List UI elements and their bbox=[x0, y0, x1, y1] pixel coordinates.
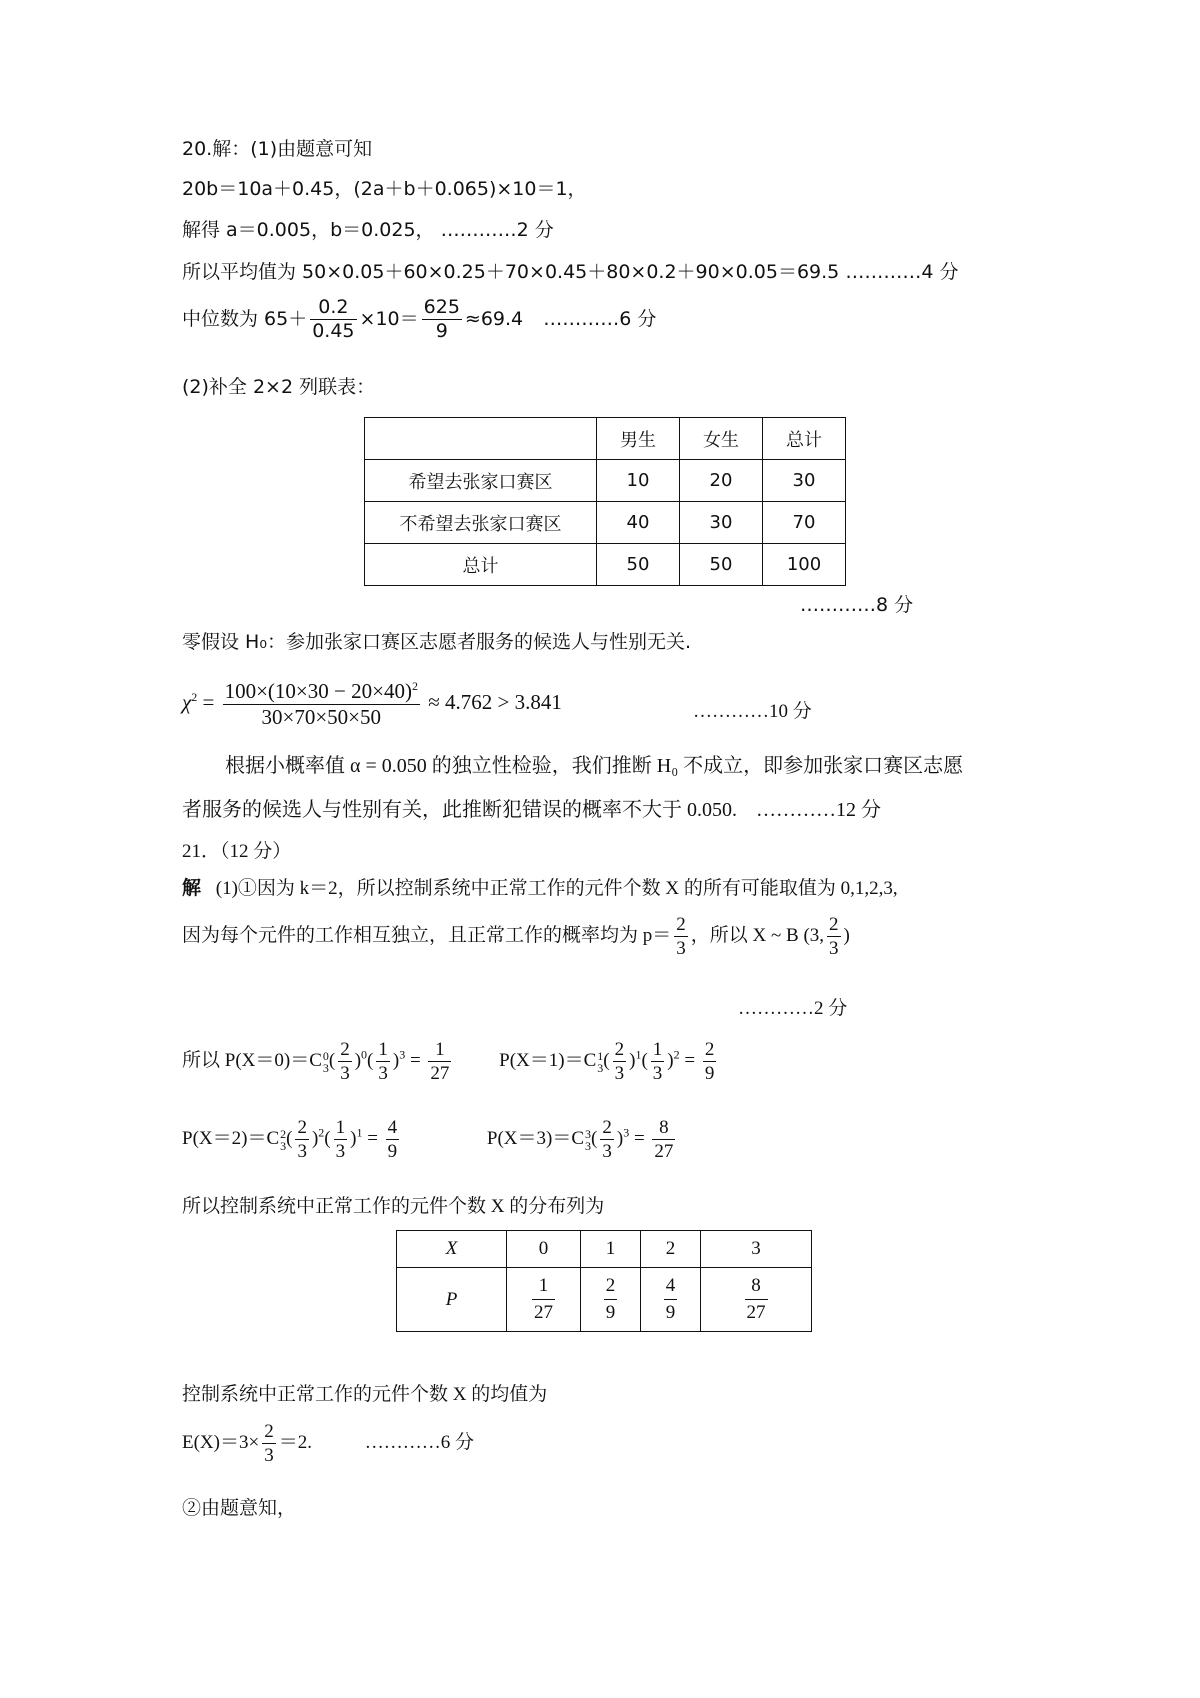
fraction-denominator: 9 bbox=[605, 1302, 616, 1323]
table-cell: 30 bbox=[763, 460, 846, 502]
expectation-prefix: E(X)＝3× bbox=[182, 1431, 260, 1453]
p0-prefix: 所以 P(X＝0)＝C bbox=[182, 1049, 322, 1071]
q21-line1-text: (1)①因为 k＝2，所以控制系统中正常工作的元件个数 X 的所有可能取值为 0,1,2,3, bbox=[215, 878, 898, 899]
q20-median-line bbox=[182, 298, 656, 341]
q20-mean-points: …………4 分 bbox=[845, 261, 959, 283]
chi-exponent: 2 bbox=[191, 689, 198, 704]
table-header-row bbox=[365, 418, 846, 460]
chi-numerator-exponent: 2 bbox=[411, 679, 418, 693]
chi-result: ≈ 4.762 > 3.841 bbox=[428, 689, 562, 714]
q20-mean-text: 所以平均值为 50×0.05＋60×0.25＋70×0.45＋80×0.2＋90×0.05＝69.5 bbox=[182, 261, 840, 283]
q20-mean-line bbox=[182, 263, 958, 282]
q21-mean-intro: 控制系统中正常工作的元件个数 X 的均值为 bbox=[182, 1384, 548, 1405]
p2-value: $\frac{4}{9}$ bbox=[387, 1117, 398, 1162]
fraction-numerator: 2 bbox=[604, 1275, 618, 1300]
chi-denominator: 30×70×50×50 bbox=[261, 705, 382, 729]
combination-index: 1 3 bbox=[597, 1048, 604, 1075]
table-row bbox=[365, 460, 846, 502]
p2-prefix: P(X＝2)＝C bbox=[182, 1127, 280, 1149]
q21-line1 bbox=[182, 879, 898, 898]
fraction-denominator: 27 bbox=[746, 1302, 766, 1323]
table-row bbox=[397, 1231, 812, 1268]
fraction-denominator: 0.45 bbox=[312, 320, 355, 342]
table-cell: 20 bbox=[680, 460, 763, 502]
table-header-cell: 总计 bbox=[763, 418, 846, 460]
table-cell: 0 bbox=[507, 1231, 581, 1268]
q21-expectation-points: …………6 分 bbox=[364, 1431, 474, 1453]
q20-heading: 20.解：(1)由题意可知 bbox=[182, 138, 373, 160]
table-row bbox=[397, 1268, 812, 1332]
table-cell: 不希望去张家口赛区 bbox=[365, 502, 597, 544]
table-cell bbox=[701, 1268, 812, 1332]
q21-part2-heading: ②由题意知， bbox=[182, 1498, 297, 1519]
q20-chi-square-formula: $\chi^2$ = $\frac{100\times(10\times 30 - 20\times 40)^2}{30\times 70\times 50\times 50}$ ≈ 4.762 > 3.841 bbox=[182, 679, 562, 729]
table-header-cell bbox=[365, 418, 597, 460]
fraction-numerator: 1 bbox=[532, 1275, 555, 1300]
table-row bbox=[365, 544, 846, 586]
expectation-suffix: ＝2. bbox=[278, 1431, 312, 1453]
q21-line2-mid: ，所以 X ~ B bbox=[690, 924, 799, 946]
p3-prefix: P(X＝3)＝C bbox=[486, 1127, 585, 1149]
q20-conclusion-2 bbox=[182, 800, 881, 820]
table-row bbox=[365, 502, 846, 544]
table-cell: 40 bbox=[597, 502, 680, 544]
prob-two-thirds: $\frac{2}{3}$ bbox=[676, 914, 686, 959]
table-cell: 希望去张家口赛区 bbox=[365, 460, 597, 502]
q21-p0-p1-line: 所以 P(X＝0)＝C 0 3 ( $\frac{2}{3}$ )$^0$( $\frac{1}{3}$ )$^3$ = $\frac{1}{27}$ P(X＝1)＝C 1 3 ( $\frac{2}{3}$ )$^1$( $\frac{1}{3}$ )$^2$ = $\frac{2}{9}$ bbox=[182, 1039, 715, 1084]
table-cell: 总计 bbox=[365, 544, 597, 586]
q20-median-fraction-1 bbox=[310, 298, 356, 341]
table-cell bbox=[581, 1268, 641, 1332]
table-cell: 50 bbox=[597, 544, 680, 586]
table-header-cell: 女生 bbox=[680, 418, 763, 460]
x-label-cell: X bbox=[397, 1231, 507, 1268]
table-cell: 2 bbox=[641, 1231, 701, 1268]
q20-median-mid: ×10＝ bbox=[359, 308, 419, 330]
q20-null-hypothesis: 零假设 H₀：参加张家口赛区志愿者服务的候选人与性别无关. bbox=[182, 631, 691, 653]
chi-fraction bbox=[223, 680, 420, 728]
q20-chi-points: …………10 分 bbox=[693, 701, 812, 722]
q20-median-points: …………6 分 bbox=[543, 308, 657, 330]
fraction-numerator: 8 bbox=[745, 1275, 768, 1300]
table-cell: 50 bbox=[680, 544, 763, 586]
p0-value: $\frac{1}{27}$ bbox=[430, 1039, 450, 1084]
binomial-prob: $\frac{2}{3}$ bbox=[829, 914, 839, 959]
fraction-numerator: 625 bbox=[423, 296, 460, 318]
table-cell: 100 bbox=[763, 544, 846, 586]
binomial-params: (3, bbox=[803, 924, 825, 946]
q20-part2-heading: (2)补全 2×2 列联表： bbox=[182, 376, 376, 398]
combination-index: 3 3 bbox=[585, 1126, 592, 1153]
q21-p2-p3-line: P(X＝2)＝C 2 3 ( $\frac{2}{3}$ )$^2$( $\frac{1}{3}$ )$^1$ = $\frac{4}{9}$ P(X＝3)＝C 3 3 ( $\frac{2}{3}$ )$^3$ = $\frac{8}{27}$ bbox=[182, 1117, 674, 1162]
chi-numerator: 100×(10×30 − 20×40) bbox=[224, 679, 412, 703]
fraction-denominator: 27 bbox=[534, 1302, 553, 1323]
q20-conclusion-1: 根据小概率值 α = 0.050 的独立性检验，我们推断 H₀ 不成立，即参加张家口赛区志愿 bbox=[225, 755, 964, 777]
q20-solve-points: …………2 分 bbox=[440, 219, 554, 241]
q21-distribution-intro: 所以控制系统中正常工作的元件个数 X 的分布列为 bbox=[182, 1196, 605, 1217]
q21-expectation-line: E(X)＝3× $\frac{2}{3}$ ＝2. …………6 分 bbox=[182, 1421, 474, 1466]
solution-label: 解 bbox=[182, 878, 202, 899]
table-cell: 1 bbox=[581, 1231, 641, 1268]
chi-symbol: χ bbox=[182, 689, 192, 714]
q21-heading: 21．（12 分） bbox=[182, 841, 292, 862]
combination-index: 2 3 bbox=[280, 1126, 287, 1153]
p3-value: $\frac{8}{27}$ bbox=[654, 1117, 674, 1162]
q20-median-fraction-2 bbox=[422, 298, 462, 341]
q20-solve-text: 解得 a＝0.005，b＝0.025， bbox=[182, 219, 435, 241]
p1-value: $\frac{2}{9}$ bbox=[704, 1039, 715, 1084]
q21-line2-prefix: 因为每个元件的工作相互独立，且正常工作的概率均为 p＝ bbox=[182, 924, 672, 946]
table-cell: 3 bbox=[701, 1231, 812, 1268]
q20-equations: 20b＝10a＋0.45，(2a＋b＋0.065)×10＝1， bbox=[182, 178, 587, 200]
q20-conclusion-points: …………12 分 bbox=[756, 799, 881, 821]
q21-points-2: …………2 分 bbox=[738, 998, 848, 1019]
distribution-table bbox=[396, 1230, 812, 1332]
contingency-table bbox=[364, 417, 846, 586]
p1-prefix: P(X＝1)＝C bbox=[499, 1049, 597, 1071]
table-header-cell: 男生 bbox=[597, 418, 680, 460]
q21-line2: 因为每个元件的工作相互独立，且正常工作的概率均为 p＝ $\frac{2}{3}$ ，所以 X ~ B (3, $\frac{2}{3}$ ) bbox=[182, 914, 850, 959]
q20-conclusion-2-text: 者服务的候选人与性别有关，此推断犯错误的概率不大于 0.050. bbox=[182, 799, 737, 821]
table-cell: 10 bbox=[597, 460, 680, 502]
q20-solve-line bbox=[182, 221, 554, 240]
table-cell bbox=[641, 1268, 701, 1332]
p-label-cell: P bbox=[397, 1268, 507, 1332]
q20-median-prefix: 中位数为 65＋ bbox=[182, 308, 308, 330]
combination-index: 0 3 bbox=[322, 1048, 329, 1075]
fraction-denominator: 9 bbox=[665, 1302, 676, 1323]
table-cell: 30 bbox=[680, 502, 763, 544]
fraction-numerator: 0.2 bbox=[310, 298, 356, 320]
table-cell: 70 bbox=[763, 502, 846, 544]
fraction-denominator: 9 bbox=[435, 320, 448, 342]
q20-median-suffix: ≈69.4 bbox=[464, 308, 524, 330]
fraction-numerator: 4 bbox=[664, 1275, 678, 1300]
q20-table-points: …………8 分 bbox=[800, 594, 914, 616]
table-cell bbox=[507, 1268, 581, 1332]
